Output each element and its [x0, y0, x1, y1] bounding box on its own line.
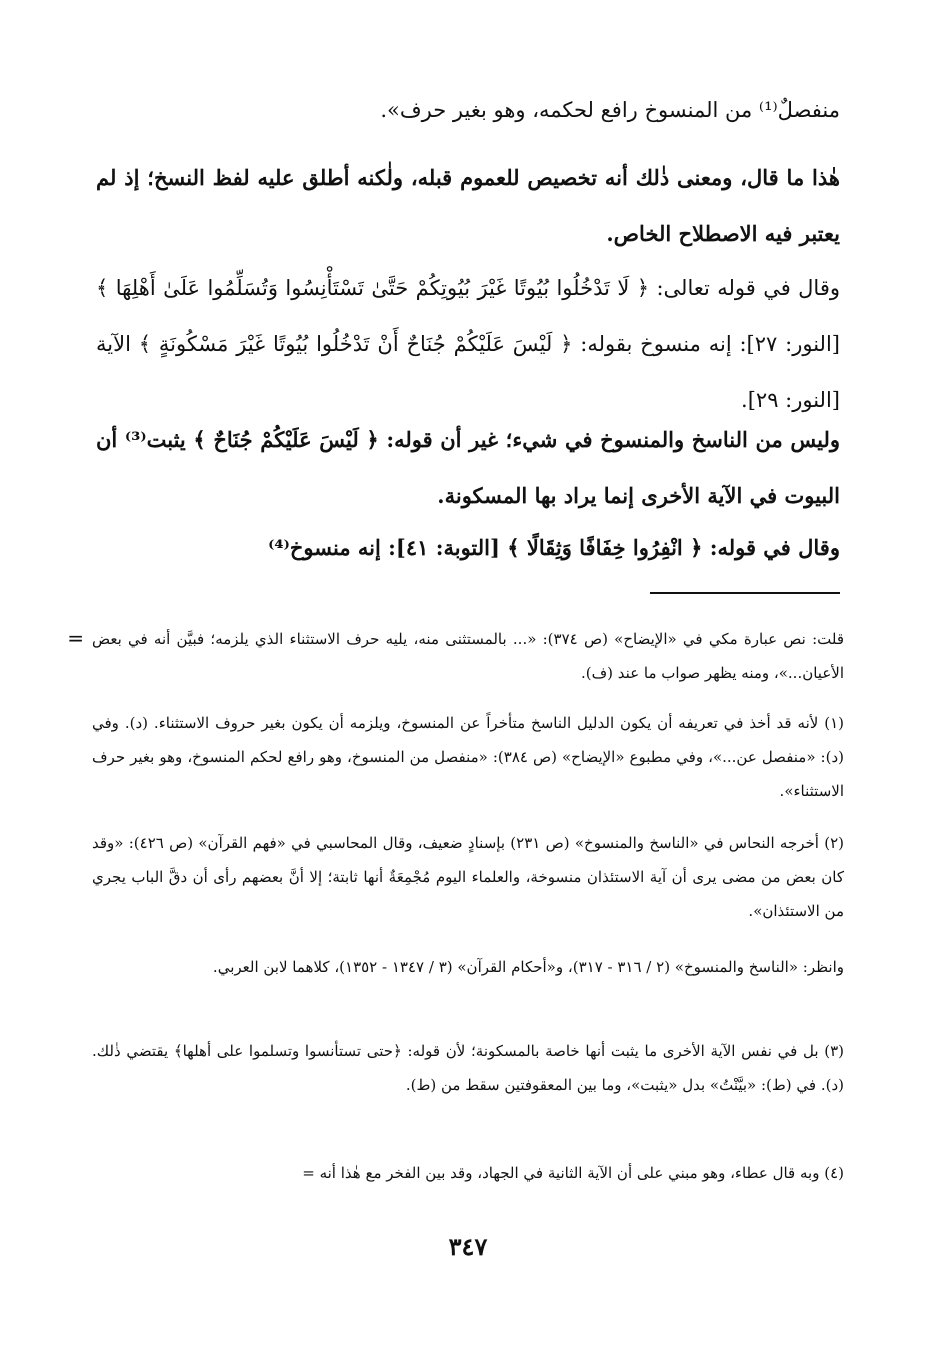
continuation-mark: =	[67, 626, 84, 650]
main-paragraph-1: منفصلٌ⁽¹⁾ من المنسوخ رافع لحكمه، وهو بغير حرف».	[380, 98, 840, 122]
footnote-3: (٣) بل في نفس الآية الأخرى ما يثبت أنها خاصة بالمسكونة؛ لأن قوله: ﴿حتى تستأنسوا وتسلموا على أهلها﴾ يقتضي ذٰلك. (د). في (ط): «بيَّنْتُ» بدل «يثبت»، وما بين المعقوفتين سقط من (ط).	[92, 1042, 844, 1094]
main-paragraph-2: هٰذا ما قال، ومعنى ذٰلك أنه تخصيص للعموم قبله، ولٰكنه أطلق عليه لفظ النسخ؛ إذ لم يعتبر فيه الاصطلاح الخاص.	[96, 165, 840, 246]
footnote-continued: قلت: نص عبارة مكي في «الإيضاح» (ص ٣٧٤): «... بالمستثنى منه، يليه حرف الاستثناء الذي يلزمه؛ فبيَّن أنه في بعض الأعيان...»، ومنه يظهر صواب ما عند (ف).	[92, 630, 844, 682]
footnote-4: (٤) وبه قال عطاء، وهو مبني على أن الآية الثانية في الجهاد، وقد بين الفخر مع هٰذا أنه =	[302, 1164, 844, 1182]
footnote-2: (٢) أخرجه النحاس في «الناسخ والمنسوخ» (ص ٢٣١) بإسنادٍ ضعيف، وقال المحاسبي في «فهم القرآن» (ص ٤٢٦): «وقد كان بعض من مضى يرى أن آية الاستئذان منسوخة، والعلماء اليوم مُجْمِعَةٌ أنها ثابتة؛ إلا أنَّ بعضهم رأى أن دقَّ الباب يجري من الاستئذان».	[92, 834, 844, 920]
footnote-2-continued: وانظر: «الناسخ والمنسوخ» (٢ / ٣١٦ - ٣١٧)، و«أحكام القرآن» (٣ / ١٣٤٧ - ١٣٥٢)، كلاهما لابن العربي.	[212, 958, 844, 976]
footnote-1: (١) لأنه قد أخذ في تعريفه أن يكون الدليل الناسخ متأخراً عن المنسوخ، ويلزمه أن يكون بغير حروف الاستثناء. (د). وفي (د): «منفصل عن...»، وفي مطبوع «الإيضاح» (ص ٣٨٤): «منفصل من المنسوخ، وهو رافع لحكم المنسوخ، وهو بغير حرف الاستثناء».	[92, 714, 844, 800]
footnote-separator	[650, 592, 840, 594]
page-number: ٣٤٧	[448, 1232, 488, 1261]
main-paragraph-5: وقال في قوله: ﴿ انْفِرُوا خِفَافًا وَثِقَالًا ﴾ [التوبة: ٤١]: إنه منسوخ⁽⁴⁾	[268, 535, 840, 560]
main-paragraph-3: وقال في قوله تعالى: ﴿ لَا تَدْخُلُوا بُيُوتًا غَيْرَ بُيُوتِكُمْ حَتَّىٰ تَسْتَأْنِسُوا وَتُسَلِّمُوا عَلَىٰ أَهْلِهَا ﴾ [النور: ٢٧]: إنه منسوخ بقوله: ﴿ لَيْسَ عَلَيْكُمْ جُنَاحٌ أَنْ تَدْخُلُوا بُيُوتًا غَيْرَ مَسْكُونَةٍ ﴾ الآية [النور: ٢٩].	[96, 276, 840, 412]
main-paragraph-4: وليس من الناسخ والمنسوخ في شيء؛ غير أن قوله: ﴿ لَيْسَ عَلَيْكُمْ جُنَاحٌ ﴾ يثبت⁽³⁾ أن البيوت في الآية الأخرى إنما يراد بها المسكونة.	[96, 427, 840, 508]
